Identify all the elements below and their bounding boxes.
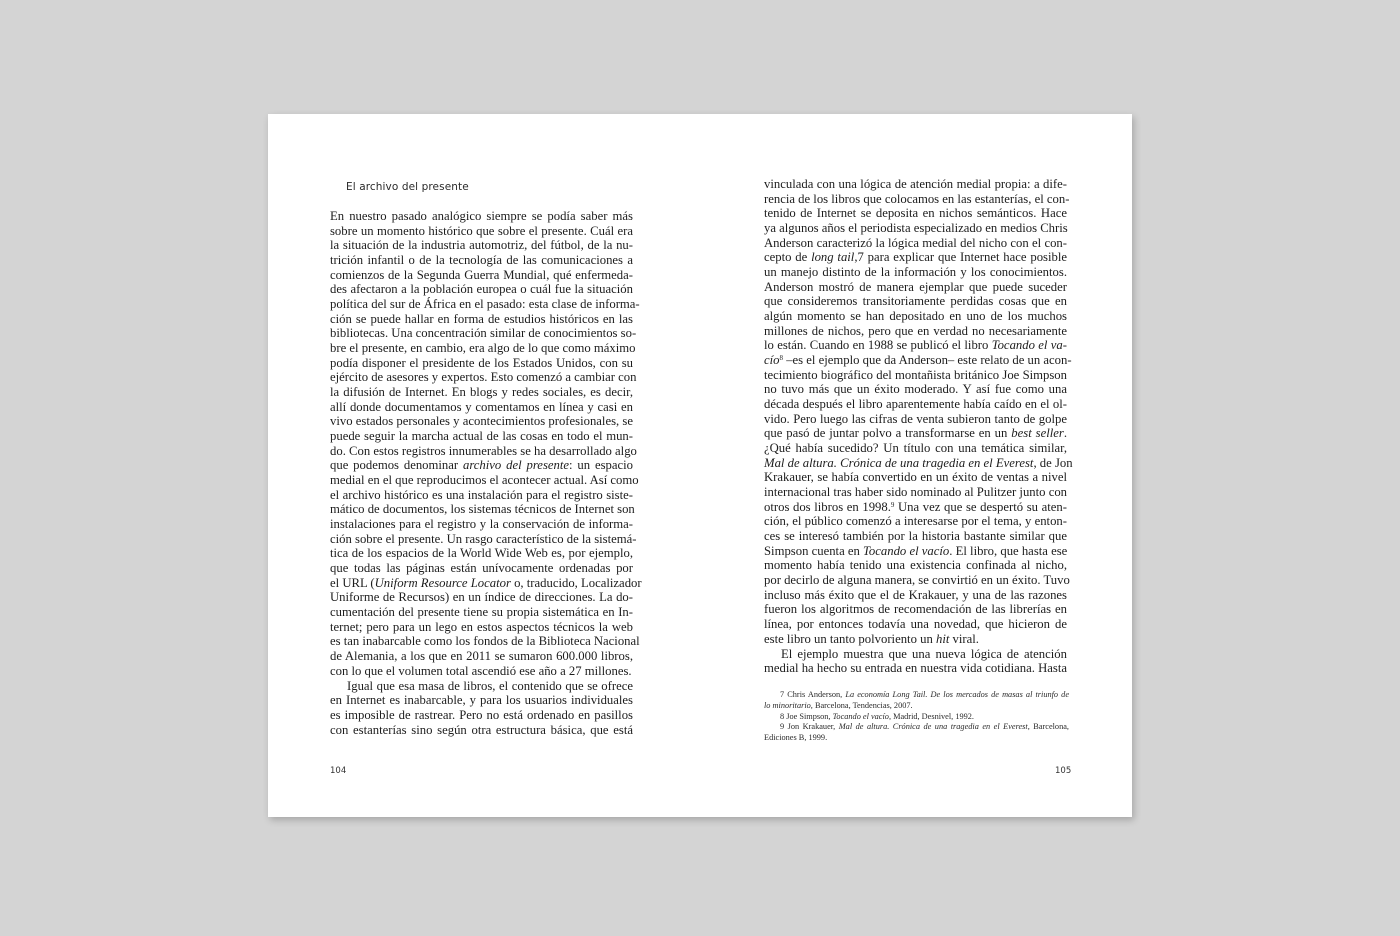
text-line: incluso más éxito que el de Krakauer, y una de las razones (764, 587, 1067, 602)
text-line: Anderson caracterizó la lógica medial del nicho con el con- (764, 235, 1067, 250)
text-line: ces se interesó también por la historia bastante similar que (764, 529, 1067, 544)
text-line: cío$^8$ –es el ejemplo que da Anderson– este relato de un acon- (764, 353, 1072, 368)
text-line: con lo que el volumen total ascendió ese año a 27 millones. (330, 663, 632, 678)
text-line: comienzos de la Segunda Guerra Mundial, qué enfermeda- (330, 267, 633, 282)
text-line: un manejo distinto de la información y los conocimientos. (764, 265, 1067, 280)
text-line: la situación de la industria automotriz, del fútbol, de la nu- (330, 238, 633, 253)
text-line: ción se puede hallar en forma de estudios históricos en las (330, 311, 633, 326)
text-line: fueron los algoritmos de recomendación de las librerías en (764, 602, 1067, 617)
text-line: bibliotecas. Una concentración similar de conocimientos so- (330, 326, 637, 341)
text-line: el archivo histórico es una instalación para el registro siste- (330, 487, 633, 502)
text-line: trición infantil o de la tecnología de las comunicaciones a (330, 253, 633, 268)
running-head: El archivo del presente (346, 181, 469, 193)
text-line: mático de documentos, los sistemas técnicos de Internet son (330, 502, 635, 517)
text-line: podía disponer el presidente de los Estados Unidos, con su (330, 355, 633, 370)
text-line: ya algunos años el periodista especializado en medios Chris (764, 221, 1068, 236)
text-line: que todas las páginas están unívocamente ordenadas por (330, 561, 633, 576)
footnote-line: 8 Joe Simpson, Tocando el vacío, Madrid, Desnivel, 1992. (780, 711, 974, 721)
text-line: Simpson cuenta en Tocando el vacío. El libro, que hasta ese (764, 543, 1068, 558)
text-line: des afectaron a la población europea o cuál fue la situación (330, 282, 633, 297)
text-line: con estanterías sino según otra estructura básica, que está (330, 722, 633, 737)
text-line: vinculada con una lógica de atención medial propia: a dife- (764, 177, 1067, 191)
text-line: puede seguir la marcha actual de las cosas en todo el mun- (330, 429, 633, 444)
footnotes (764, 690, 1069, 744)
text-line: de Alemania, a los que en 2011 se sumaron 600.000 libros, (330, 649, 633, 664)
text-line: tenido de Internet se deposita en nichos semánticos. Hace (764, 206, 1067, 221)
text-line: vivo estados personales y acontecimientos profesionales, se (330, 414, 633, 429)
text-line: millones de nichos, pero que en verdad no necesariamente (764, 323, 1067, 338)
text-line: por decirlo de alguna manera, se convirtió en un éxito. Tuvo (764, 573, 1070, 588)
left-page-body (330, 209, 642, 737)
text-line: es imposible de rastrear. Pero no está ordenado en pasillos (330, 707, 633, 722)
text-line: Mal de altura. Crónica de una tragedia en el Everest, de Jon (764, 455, 1073, 470)
text-line: el URL (Uniform Resource Locator o, traducido, Localizador (330, 575, 642, 590)
text-line: medial en el que reproducimos el acontecer actual. Así como (330, 473, 639, 488)
page-number-left: 104 (330, 766, 347, 776)
text-line: medial ha hecho su entrada en nuestra vida cotidiana. Hasta (764, 661, 1067, 676)
text-line: década después el libro aparentemente había caído en el ol- (764, 397, 1067, 412)
text-line: ción, el público comenzó a interesarse por el tema, y enton- (764, 514, 1067, 529)
text-line: es tan inabarcable como los fondos de la Biblioteca Nacional (330, 634, 640, 649)
text-line: algún momento se han depositado en uno de los muchos (764, 309, 1067, 324)
text-line: cumentación del presente tiene su propia sistemática en In- (330, 605, 633, 620)
text-line: que consideremos transitoriamente perdidas cosas que en (764, 294, 1067, 309)
text-line: sobre un momento histórico que sobre el presente. Cuál era (330, 223, 633, 238)
text-line: bre el presente, en cambio, era algo de lo que como máximo (330, 341, 636, 356)
text-line: Anderson mostró de manera ejemplar que puede suceder (764, 279, 1067, 294)
text-line: internacional tras haber sido nominado al Pulitzer junto con (764, 485, 1068, 500)
text-line: lo están. Cuando en 1988 se publicó el libro Tocando el va- (764, 338, 1067, 353)
text-line: no tuvo más que un éxito moderado. Y así fue como una (764, 382, 1067, 397)
text-line: rencia de los libros que colocamos en las estanterías, el con- (764, 191, 1070, 206)
right-page-body (764, 177, 1073, 676)
text-line: en Internet es inabarcable, y para los usuarios individuales (330, 693, 633, 708)
page-number-right: 105 (1055, 766, 1072, 776)
text-line: Uniforme de Recursos) en un índice de direcciones. La do- (330, 590, 633, 605)
text-line: otros dos libros en 1998.$^9$ Una vez que se despertó su aten- (764, 499, 1067, 514)
text-line: la difusión de Internet. En blogs y redes sociales, es decir, (330, 385, 633, 400)
text-line: momento había tenido una existencia confinada al nicho, (764, 558, 1067, 573)
text-line: que pasó de juntar polvo a transformarse en un best seller. (764, 426, 1067, 441)
text-line: vido. Pero luego las cifras de venta subieron tanto de golpe (764, 411, 1067, 426)
footnote-line: 9 Jon Krakauer, Mal de altura. Crónica de una tragedia en el Everest, Barcelona, (780, 722, 1069, 732)
text-line: línea, por entonces todavía una novedad, que hicieron de (764, 617, 1067, 632)
footnote-line: Ediciones B, 1999. (764, 733, 828, 743)
text-line: Igual que esa masa de libros, el contenido que se ofrece (347, 678, 633, 693)
text-line: que podemos denominar archivo del presente: un espacio (330, 458, 633, 473)
text-line: allí donde documentamos y comentamos en línea y casi en (330, 399, 633, 414)
text-line: do. Con estos registros innumerables se ha desarrollado algo (330, 443, 637, 458)
text-line: ejército de asesores y expertos. Esto comenzó a cambiar con (330, 370, 637, 385)
footnote-line: 7 Chris Anderson, La economía Long Tail. De los mercados de masas al triunfo de (780, 690, 1069, 699)
text-line: En nuestro pasado analógico siempre se podía saber más (330, 209, 633, 223)
text-line: política del sur de África en el pasado: esta clase de informa- (330, 297, 640, 312)
text-line: ción sobre el presente. Un rasgo característico de la sistemá- (330, 531, 637, 546)
text-line: tecimiento biográfico del montañista británico Joe Simpson (764, 367, 1067, 382)
text-line: ternet; pero para un lego en estos aspectos técnicos la web (330, 619, 633, 634)
text-line: este libro un tanto polvoriento un hit viral. (764, 631, 979, 646)
text-line: cepto de long tail,7 para explicar que Internet hace posible (764, 250, 1067, 265)
text-line: instalaciones para el registro y la conservación de informa- (330, 517, 633, 532)
text-line: Krakauer, se había convertido en un éxito de ventas a nivel (764, 470, 1067, 485)
text-line: tica de los espacios de la World Wide Web es, por ejemplo, (330, 546, 633, 561)
footnote-line: lo minoritario, Barcelona, Tendencias, 2007. (764, 700, 913, 710)
text-line: ¿Qué había sucedido? Un título con una temática similar, (764, 441, 1067, 456)
text-line: El ejemplo muestra que una nueva lógica de atención (781, 646, 1067, 661)
